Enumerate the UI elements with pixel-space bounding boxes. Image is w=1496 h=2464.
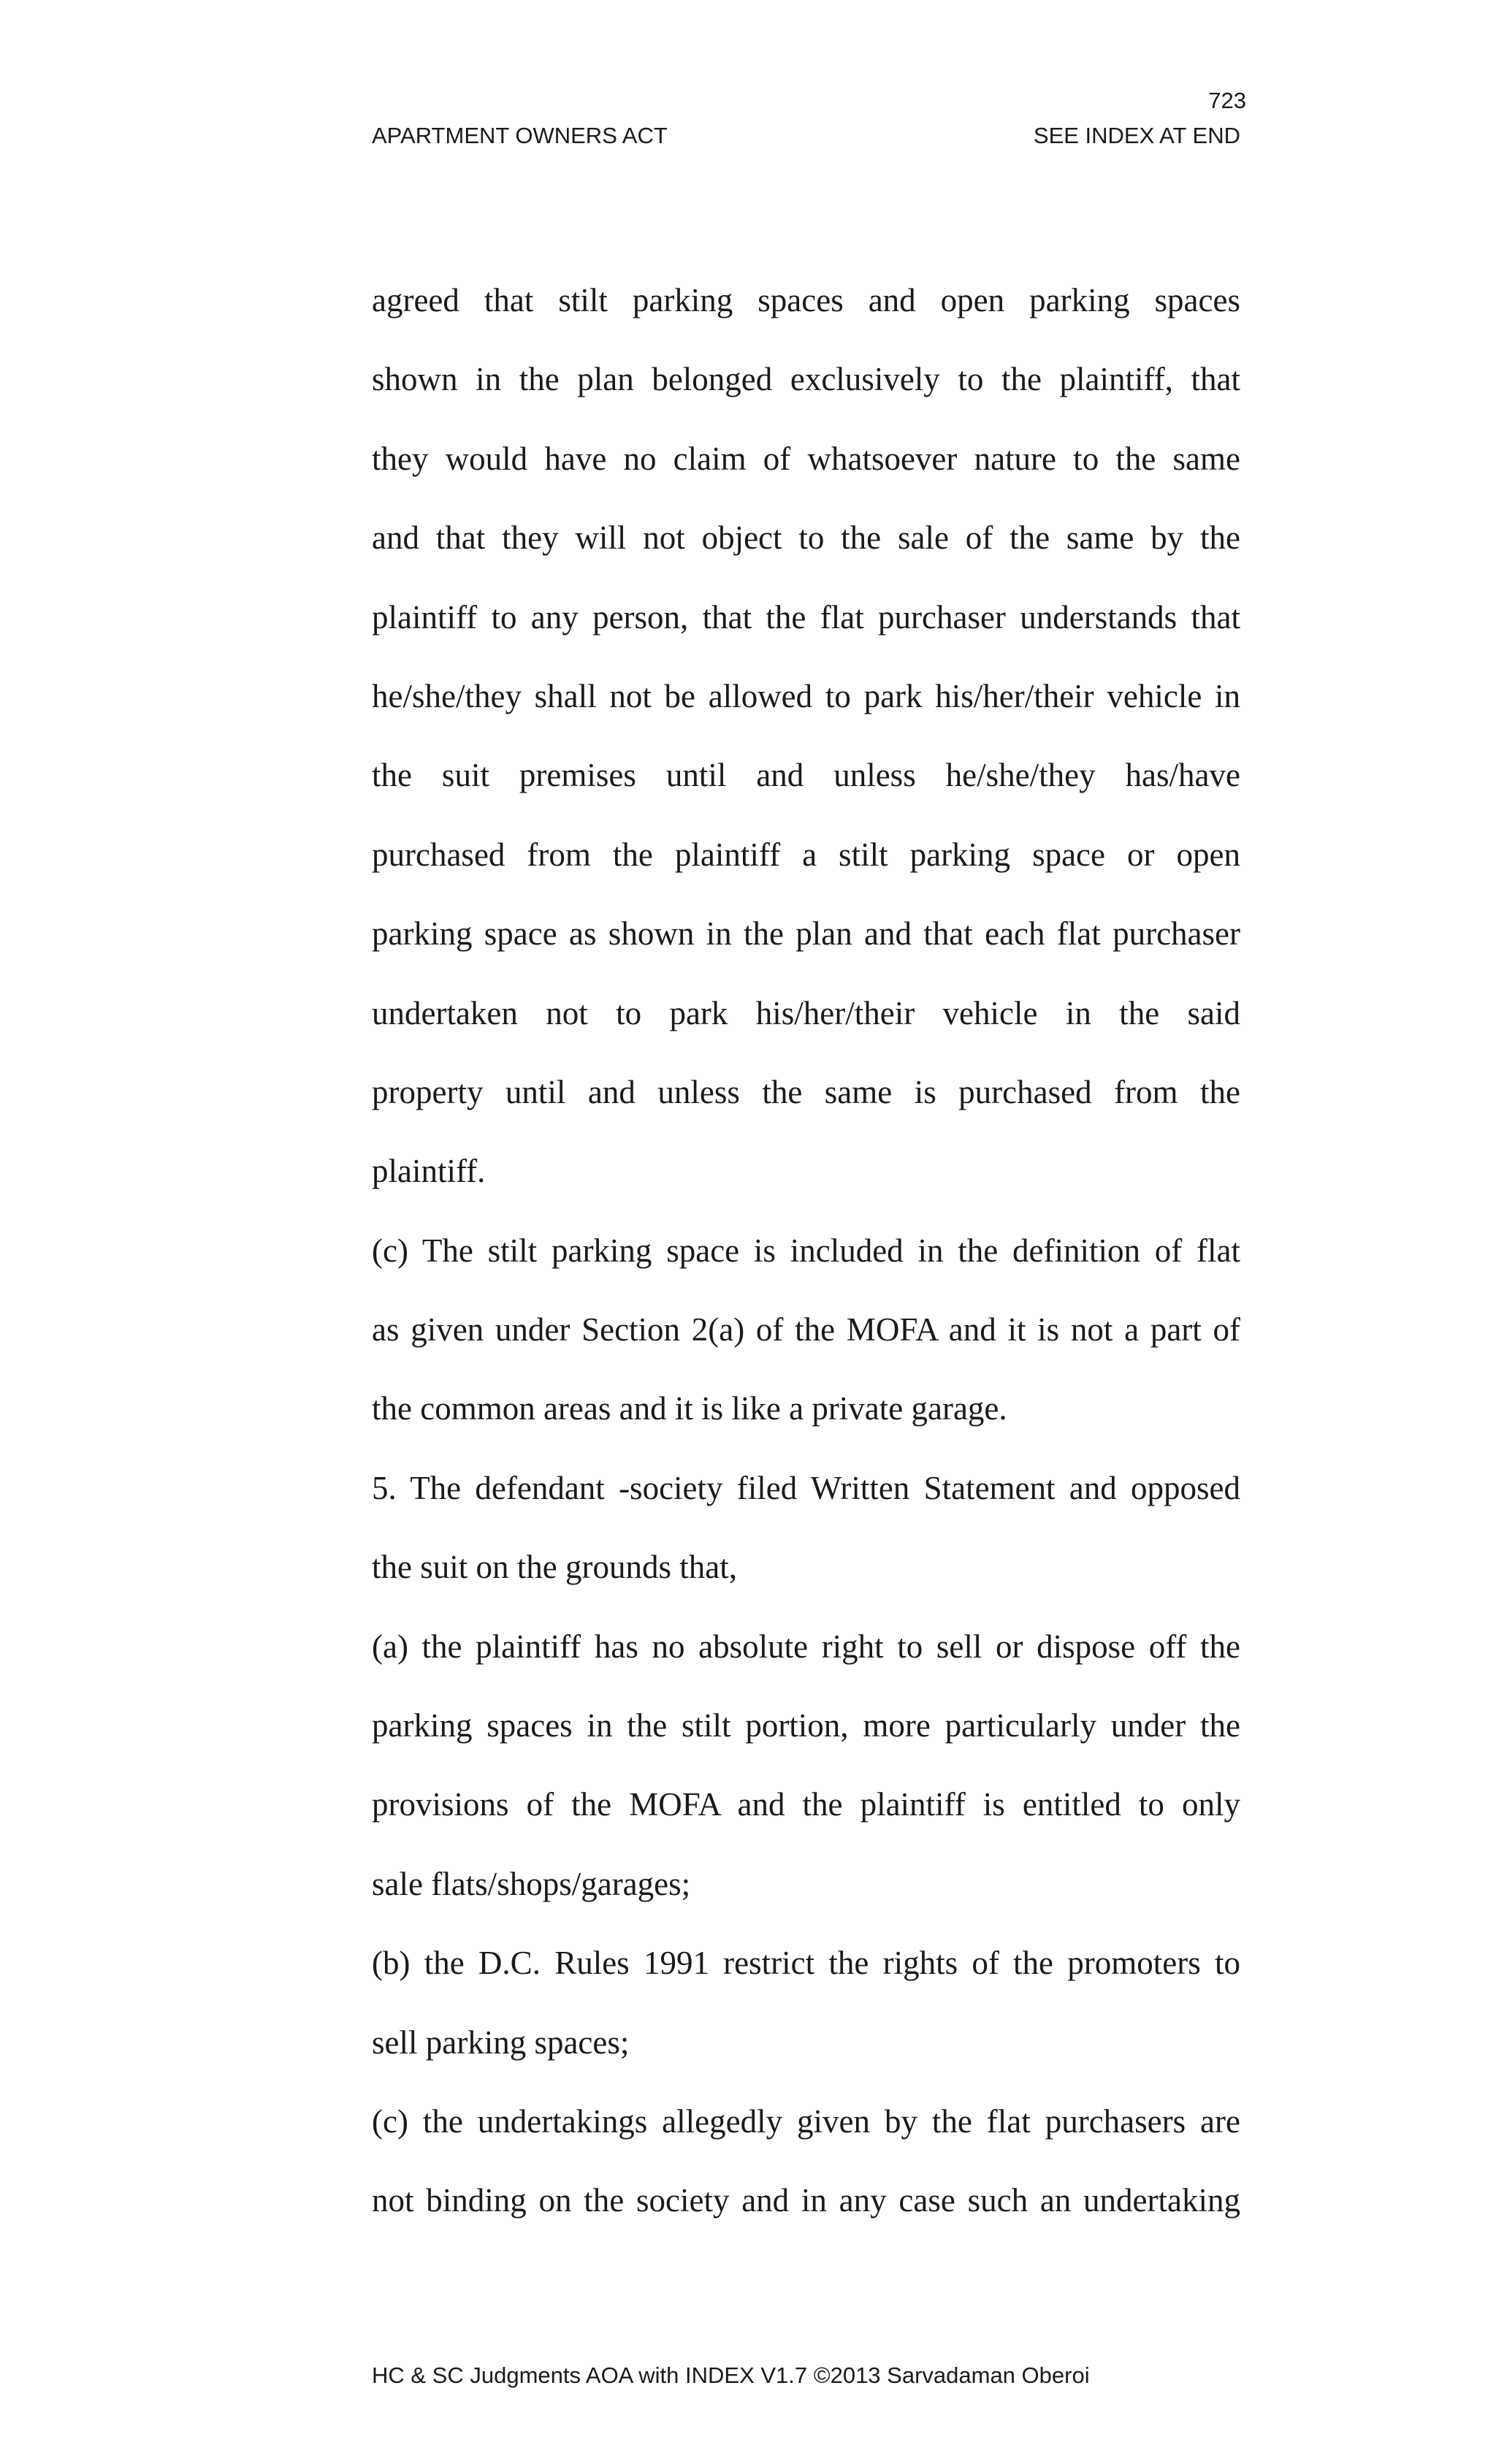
body-line: he/she/they shall not be allowed to park his/her/their vehicle in	[372, 677, 1240, 714]
body-line: property until and unless the same is purchased from the	[372, 1073, 1240, 1110]
body-line: (c) The stilt parking space is included in the definition of flat	[372, 1232, 1240, 1269]
body-line: (a) the plaintiff has no absolute right to sell or dispose off the	[372, 1628, 1240, 1665]
body-line: sell parking spaces;	[372, 2024, 630, 2061]
footer-text: HC & SC Judgments AOA with INDEX V1.7 ©2013 Sarvadaman Oberoi	[372, 2362, 1090, 2388]
body-line: parking space as shown in the plan and that each flat purchaser	[372, 915, 1240, 953]
body-line: plaintiff.	[372, 1153, 486, 1190]
body-line: 5. The defendant -society filed Written Statement and opposed	[372, 1469, 1240, 1506]
body-line: parking spaces in the stilt portion, more particularly under the	[372, 1707, 1240, 1744]
body-line: agreed that stilt parking spaces and open parking spaces	[372, 282, 1240, 319]
body-line: they would have no claim of whatsoever nature to the same	[372, 440, 1240, 477]
body-line: the suit premises until and unless he/she/they has/have	[372, 757, 1240, 794]
body-line: as given under Section 2(a) of the MOFA and it is not a part of	[372, 1311, 1240, 1349]
page-number: 723	[1208, 88, 1246, 113]
header-right-title: SEE INDEX AT END	[1033, 123, 1240, 148]
body-line: the common areas and it is like a private garage.	[372, 1390, 1007, 1427]
running-header	[372, 124, 1240, 147]
body-line: undertaken not to park his/her/their vehicle in the said	[372, 994, 1240, 1031]
header-left-title: APARTMENT OWNERS ACT	[372, 123, 668, 148]
body-text	[372, 261, 1240, 2240]
body-line: not binding on the society and in any case such an undertaking	[372, 2182, 1240, 2219]
body-line: shown in the plan belonged exclusively to the plaintiff, that	[372, 361, 1240, 398]
body-line: sale flats/shops/garages;	[372, 1865, 691, 1902]
body-line: plaintiff to any person, that the flat purchaser understands that	[372, 598, 1240, 636]
body-line: (c) the undertakings allegedly given by the flat purchasers are	[372, 2102, 1240, 2140]
body-line: provisions of the MOFA and the plaintiff is entitled to only	[372, 1786, 1240, 1823]
body-line: purchased from the plaintiff a stilt parking space or open	[372, 836, 1240, 873]
body-line: (b) the D.C. Rules 1991 restrict the rights of the promoters to	[372, 1945, 1240, 1982]
body-line: and that they will not object to the sale of the same by the	[372, 519, 1240, 557]
body-line: the suit on the grounds that,	[372, 1549, 737, 1586]
